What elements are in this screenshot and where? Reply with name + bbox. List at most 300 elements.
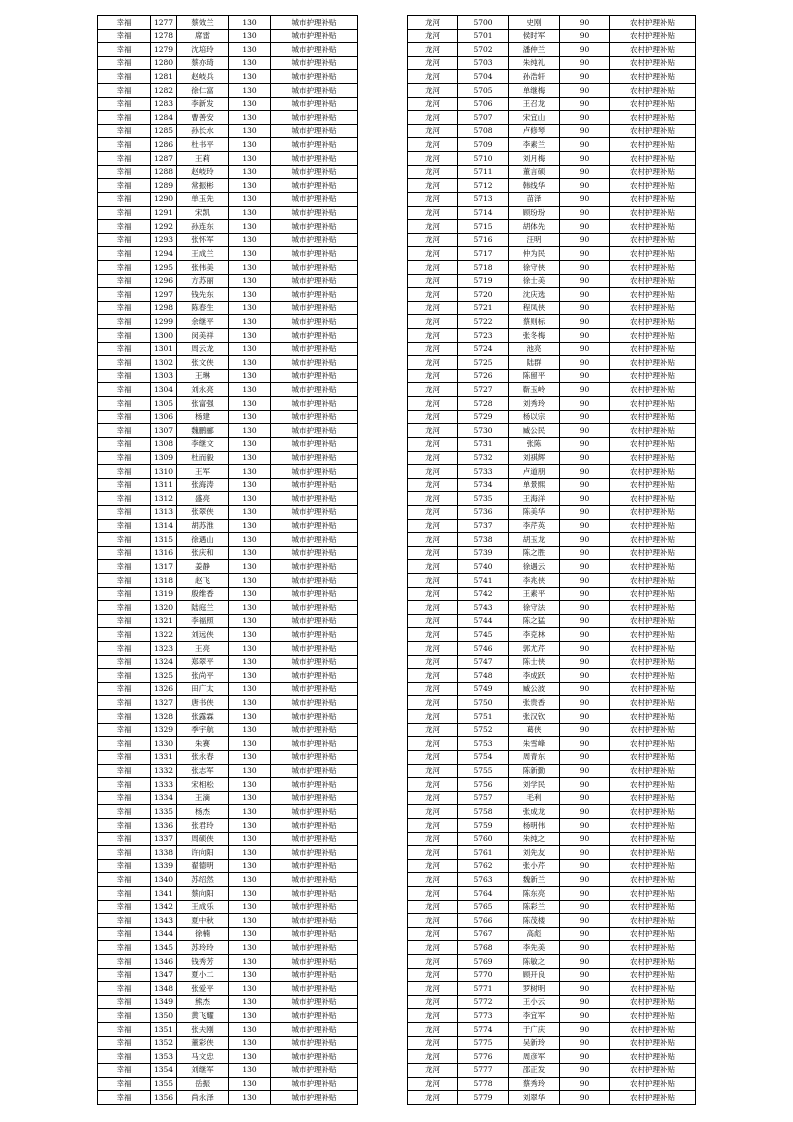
table-row: [98, 1023, 358, 1037]
amount-cell: 130: [229, 1077, 271, 1091]
amount-cell: 130: [229, 710, 271, 724]
category-cell: 城市护理补贴: [271, 628, 358, 642]
table-row: [408, 859, 696, 873]
name-cell: 孙浩轩: [509, 70, 560, 84]
category-cell: 城市护理补贴: [271, 560, 358, 574]
amount-cell: 130: [229, 750, 271, 764]
amount-cell: 130: [229, 56, 271, 70]
category-cell: 城市护理补贴: [271, 955, 358, 969]
name-cell: 汪明: [509, 233, 560, 247]
amount-cell: 90: [560, 56, 610, 70]
area-cell: 龙河: [408, 220, 458, 234]
area-cell: 幸福: [98, 587, 151, 601]
name-cell: 姜静: [177, 560, 229, 574]
amount-cell: 90: [560, 968, 610, 982]
name-cell: 刘祺辉: [509, 451, 560, 465]
name-cell: 陈美华: [509, 505, 560, 519]
name-cell: 徐楠: [177, 927, 229, 941]
table-row: [408, 546, 696, 560]
area-cell: 幸福: [98, 84, 151, 98]
amount-cell: 90: [560, 505, 610, 519]
area-cell: 龙河: [408, 941, 458, 955]
category-cell: 农村护理补贴: [610, 383, 696, 397]
table-row: [98, 97, 358, 111]
amount-cell: 130: [229, 1091, 271, 1105]
area-cell: 幸福: [98, 723, 151, 737]
area-cell: 幸福: [98, 260, 151, 274]
amount-cell: 130: [229, 682, 271, 696]
name-cell: 李芹英: [509, 519, 560, 533]
amount-cell: 90: [560, 778, 610, 792]
name-cell: 刘学民: [509, 778, 560, 792]
category-cell: 城市护理补贴: [271, 1023, 358, 1037]
name-cell: 王亮: [177, 642, 229, 656]
table-row: [408, 206, 696, 220]
category-cell: 城市护理补贴: [271, 805, 358, 819]
name-cell: 宋相松: [177, 778, 229, 792]
table-row: [408, 301, 696, 315]
area-cell: 龙河: [408, 111, 458, 125]
amount-cell: 90: [560, 1036, 610, 1050]
name-cell: 刘秀玲: [509, 397, 560, 411]
area-cell: 幸福: [98, 696, 151, 710]
table-row: [408, 846, 696, 860]
name-cell: 赵飞: [177, 573, 229, 587]
table-row: [408, 260, 696, 274]
table-row: [408, 410, 696, 424]
id-cell: 1278: [151, 29, 177, 43]
area-cell: 龙河: [408, 1009, 458, 1023]
table-row: [408, 669, 696, 683]
category-cell: 城市护理补贴: [271, 288, 358, 302]
category-cell: 农村护理补贴: [610, 587, 696, 601]
amount-cell: 90: [560, 846, 610, 860]
id-cell: 5769: [458, 955, 509, 969]
area-cell: 龙河: [408, 260, 458, 274]
name-cell: 陆庭兰: [177, 601, 229, 615]
amount-cell: 90: [560, 437, 610, 451]
id-cell: 5743: [458, 601, 509, 615]
category-cell: 农村护理补贴: [610, 43, 696, 57]
area-cell: 幸福: [98, 43, 151, 57]
amount-cell: 130: [229, 233, 271, 247]
area-cell: 幸福: [98, 628, 151, 642]
amount-cell: 130: [229, 383, 271, 397]
category-cell: 城市护理补贴: [271, 260, 358, 274]
amount-cell: 130: [229, 206, 271, 220]
table-row: [98, 451, 358, 465]
category-cell: 城市护理补贴: [271, 233, 358, 247]
amount-cell: 130: [229, 437, 271, 451]
area-cell: 龙河: [408, 750, 458, 764]
table-row: [98, 642, 358, 656]
category-cell: 城市护理补贴: [271, 642, 358, 656]
category-cell: 农村护理补贴: [610, 220, 696, 234]
table-row: [408, 642, 696, 656]
name-cell: 张尚平: [177, 669, 229, 683]
id-cell: 1307: [151, 424, 177, 438]
area-cell: 幸福: [98, 995, 151, 1009]
id-cell: 5754: [458, 750, 509, 764]
category-cell: 农村护理补贴: [610, 859, 696, 873]
name-cell: 张露霖: [177, 710, 229, 724]
name-cell: 于广庆: [509, 1023, 560, 1037]
amount-cell: 90: [560, 682, 610, 696]
area-cell: 龙河: [408, 764, 458, 778]
table-row: [98, 723, 358, 737]
table-row: [98, 16, 358, 30]
category-cell: 城市护理补贴: [271, 519, 358, 533]
amount-cell: 90: [560, 1023, 610, 1037]
area-cell: 龙河: [408, 288, 458, 302]
category-cell: 城市护理补贴: [271, 70, 358, 84]
table-row: [98, 968, 358, 982]
category-cell: 农村护理补贴: [610, 70, 696, 84]
category-cell: 农村护理补贴: [610, 410, 696, 424]
area-cell: 幸福: [98, 97, 151, 111]
id-cell: 5704: [458, 70, 509, 84]
area-cell: 幸福: [98, 124, 151, 138]
area-cell: 幸福: [98, 179, 151, 193]
amount-cell: 90: [560, 260, 610, 274]
amount-cell: 90: [560, 165, 610, 179]
name-cell: 王军: [177, 465, 229, 479]
name-cell: 卢道朋: [509, 465, 560, 479]
id-cell: 1352: [151, 1036, 177, 1050]
amount-cell: 90: [560, 451, 610, 465]
name-cell: 胡玉龙: [509, 533, 560, 547]
id-cell: 1287: [151, 152, 177, 166]
name-cell: 陈之猛: [509, 614, 560, 628]
table-row: [408, 628, 696, 642]
name-cell: 徐士美: [509, 274, 560, 288]
name-cell: 苏绍然: [177, 873, 229, 887]
area-cell: 幸福: [98, 642, 151, 656]
name-cell: 苗泽: [509, 192, 560, 206]
id-cell: 5709: [458, 138, 509, 152]
category-cell: 城市护理补贴: [271, 492, 358, 506]
table-row: [408, 737, 696, 751]
amount-cell: 130: [229, 778, 271, 792]
area-cell: 幸福: [98, 805, 151, 819]
table-row: [408, 1063, 696, 1077]
id-cell: 1300: [151, 329, 177, 343]
category-cell: 城市护理补贴: [271, 43, 358, 57]
id-cell: 5777: [458, 1063, 509, 1077]
id-cell: 1314: [151, 519, 177, 533]
table-row: [408, 397, 696, 411]
name-cell: 刘月梅: [509, 152, 560, 166]
category-cell: 农村护理补贴: [610, 614, 696, 628]
area-cell: 龙河: [408, 70, 458, 84]
amount-cell: 130: [229, 737, 271, 751]
id-cell: 5762: [458, 859, 509, 873]
area-cell: 幸福: [98, 111, 151, 125]
name-cell: 闵美祥: [177, 329, 229, 343]
category-cell: 城市护理补贴: [271, 832, 358, 846]
id-cell: 1344: [151, 927, 177, 941]
id-cell: 1308: [151, 437, 177, 451]
area-cell: 龙河: [408, 465, 458, 479]
name-cell: 杨杰: [177, 805, 229, 819]
category-cell: 农村护理补贴: [610, 982, 696, 996]
amount-cell: 130: [229, 29, 271, 43]
area-cell: 龙河: [408, 533, 458, 547]
id-cell: 1328: [151, 710, 177, 724]
amount-cell: 90: [560, 560, 610, 574]
amount-cell: 130: [229, 70, 271, 84]
category-cell: 农村护理补贴: [610, 750, 696, 764]
table-row: [408, 220, 696, 234]
id-cell: 5727: [458, 383, 509, 397]
name-cell: 王滴: [177, 791, 229, 805]
id-cell: 1294: [151, 247, 177, 261]
table-row: [98, 655, 358, 669]
table-row: [408, 587, 696, 601]
table-row: [408, 900, 696, 914]
area-cell: 幸福: [98, 614, 151, 628]
right-roster-table: [407, 15, 696, 1105]
category-cell: 城市护理补贴: [271, 397, 358, 411]
category-cell: 农村护理补贴: [610, 356, 696, 370]
table-row: [408, 955, 696, 969]
name-cell: 张伟美: [177, 260, 229, 274]
table-row: [98, 192, 358, 206]
table-row: [408, 192, 696, 206]
area-cell: 幸福: [98, 1077, 151, 1091]
amount-cell: 130: [229, 97, 271, 111]
table-row: [408, 383, 696, 397]
name-cell: 高彪: [509, 927, 560, 941]
area-cell: 幸福: [98, 342, 151, 356]
id-cell: 5725: [458, 356, 509, 370]
table-row: [98, 124, 358, 138]
id-cell: 1343: [151, 914, 177, 928]
amount-cell: 130: [229, 601, 271, 615]
table-row: [408, 832, 696, 846]
area-cell: 幸福: [98, 1036, 151, 1050]
area-cell: 幸福: [98, 138, 151, 152]
name-cell: 李素兰: [509, 138, 560, 152]
amount-cell: 90: [560, 859, 610, 873]
category-cell: 农村护理补贴: [610, 710, 696, 724]
id-cell: 5744: [458, 614, 509, 628]
name-cell: 李兆侠: [509, 573, 560, 587]
category-cell: 城市护理补贴: [271, 138, 358, 152]
name-cell: 杜而毅: [177, 451, 229, 465]
id-cell: 1340: [151, 873, 177, 887]
category-cell: 农村护理补贴: [610, 478, 696, 492]
id-cell: 1334: [151, 791, 177, 805]
category-cell: 农村护理补贴: [610, 179, 696, 193]
category-cell: 农村护理补贴: [610, 315, 696, 329]
table-row: [408, 43, 696, 57]
name-cell: 张永春: [177, 750, 229, 764]
area-cell: 幸福: [98, 165, 151, 179]
category-cell: 城市护理补贴: [271, 682, 358, 696]
id-cell: 5768: [458, 941, 509, 955]
category-cell: 农村护理补贴: [610, 1036, 696, 1050]
amount-cell: 90: [560, 342, 610, 356]
area-cell: 龙河: [408, 1077, 458, 1091]
id-cell: 1331: [151, 750, 177, 764]
category-cell: 城市护理补贴: [271, 152, 358, 166]
table-row: [98, 519, 358, 533]
category-cell: 农村护理补贴: [610, 955, 696, 969]
table-row: [98, 832, 358, 846]
area-cell: 龙河: [408, 818, 458, 832]
name-cell: 徐守侠: [509, 260, 560, 274]
category-cell: 城市护理补贴: [271, 383, 358, 397]
name-cell: 田广太: [177, 682, 229, 696]
id-cell: 1333: [151, 778, 177, 792]
table-row: [408, 492, 696, 506]
id-cell: 1288: [151, 165, 177, 179]
id-cell: 1346: [151, 955, 177, 969]
area-cell: 龙河: [408, 723, 458, 737]
name-cell: 陈留平: [509, 369, 560, 383]
id-cell: 1309: [151, 451, 177, 465]
name-cell: 张志军: [177, 764, 229, 778]
amount-cell: 130: [229, 342, 271, 356]
table-row: [408, 1050, 696, 1064]
name-cell: 杨以宗: [509, 410, 560, 424]
name-cell: 王成乐: [177, 900, 229, 914]
category-cell: 城市护理补贴: [271, 941, 358, 955]
table-row: [98, 587, 358, 601]
amount-cell: 130: [229, 941, 271, 955]
amount-cell: 90: [560, 274, 610, 288]
name-cell: 魏新兰: [509, 873, 560, 887]
category-cell: 农村护理补贴: [610, 519, 696, 533]
area-cell: 幸福: [98, 220, 151, 234]
amount-cell: 90: [560, 383, 610, 397]
name-cell: 余继平: [177, 315, 229, 329]
area-cell: 龙河: [408, 846, 458, 860]
name-cell: 赵岐兵: [177, 70, 229, 84]
category-cell: 城市护理补贴: [271, 791, 358, 805]
table-row: [98, 369, 358, 383]
category-cell: 城市护理补贴: [271, 846, 358, 860]
table-row: [98, 914, 358, 928]
area-cell: 龙河: [408, 56, 458, 70]
category-cell: 城市护理补贴: [271, 451, 358, 465]
amount-cell: 90: [560, 233, 610, 247]
area-cell: 幸福: [98, 369, 151, 383]
amount-cell: 90: [560, 138, 610, 152]
id-cell: 5718: [458, 260, 509, 274]
table-row: [98, 805, 358, 819]
table-row: [98, 138, 358, 152]
area-cell: 龙河: [408, 519, 458, 533]
area-cell: 龙河: [408, 1091, 458, 1105]
table-row: [98, 179, 358, 193]
area-cell: 龙河: [408, 1036, 458, 1050]
name-cell: 徐遇云: [509, 560, 560, 574]
amount-cell: 90: [560, 655, 610, 669]
category-cell: 城市护理补贴: [271, 1077, 358, 1091]
area-cell: 龙河: [408, 247, 458, 261]
name-cell: 张君玲: [177, 818, 229, 832]
amount-cell: 130: [229, 982, 271, 996]
area-cell: 龙河: [408, 832, 458, 846]
category-cell: 农村护理补贴: [610, 329, 696, 343]
name-cell: 沈培玲: [177, 43, 229, 57]
table-row: [408, 560, 696, 574]
category-cell: 农村护理补贴: [610, 873, 696, 887]
name-cell: 王莉: [177, 152, 229, 166]
category-cell: 农村护理补贴: [610, 927, 696, 941]
area-cell: 龙河: [408, 1063, 458, 1077]
area-cell: 龙河: [408, 642, 458, 656]
amount-cell: 90: [560, 601, 610, 615]
table-row: [408, 927, 696, 941]
name-cell: 李宜军: [509, 1009, 560, 1023]
id-cell: 5717: [458, 247, 509, 261]
id-cell: 1283: [151, 97, 177, 111]
area-cell: 龙河: [408, 301, 458, 315]
id-cell: 1335: [151, 805, 177, 819]
name-cell: 侯时军: [509, 29, 560, 43]
amount-cell: 130: [229, 791, 271, 805]
id-cell: 1339: [151, 859, 177, 873]
category-cell: 农村护理补贴: [610, 111, 696, 125]
category-cell: 城市护理补贴: [271, 220, 358, 234]
id-cell: 5757: [458, 791, 509, 805]
area-cell: 龙河: [408, 451, 458, 465]
name-cell: 孙长水: [177, 124, 229, 138]
category-cell: 农村护理补贴: [610, 152, 696, 166]
table-row: [408, 696, 696, 710]
area-cell: 幸福: [98, 750, 151, 764]
area-cell: 龙河: [408, 927, 458, 941]
amount-cell: 130: [229, 424, 271, 438]
name-cell: 张文侠: [177, 356, 229, 370]
category-cell: 农村护理补贴: [610, 941, 696, 955]
table-row: [408, 573, 696, 587]
table-row: [98, 791, 358, 805]
table-row: [98, 546, 358, 560]
category-cell: 农村护理补贴: [610, 1063, 696, 1077]
amount-cell: 90: [560, 941, 610, 955]
category-cell: 城市护理补贴: [271, 710, 358, 724]
name-cell: 罗树明: [509, 982, 560, 996]
name-cell: 方苏丽: [177, 274, 229, 288]
id-cell: 5716: [458, 233, 509, 247]
category-cell: 农村护理补贴: [610, 451, 696, 465]
area-cell: 幸福: [98, 1009, 151, 1023]
name-cell: 李先美: [509, 941, 560, 955]
table-row: [98, 206, 358, 220]
name-cell: 蔡亦琦: [177, 56, 229, 70]
amount-cell: 130: [229, 927, 271, 941]
amount-cell: 130: [229, 914, 271, 928]
area-cell: 幸福: [98, 941, 151, 955]
area-cell: 幸福: [98, 397, 151, 411]
name-cell: 夏小二: [177, 968, 229, 982]
area-cell: 幸福: [98, 152, 151, 166]
table-row: [98, 560, 358, 574]
name-cell: 蔡则标: [509, 315, 560, 329]
name-cell: 仲为民: [509, 247, 560, 261]
id-cell: 1289: [151, 179, 177, 193]
table-row: [98, 900, 358, 914]
table-row: [408, 16, 696, 30]
amount-cell: 90: [560, 179, 610, 193]
area-cell: 龙河: [408, 955, 458, 969]
category-cell: 城市护理补贴: [271, 424, 358, 438]
amount-cell: 130: [229, 560, 271, 574]
